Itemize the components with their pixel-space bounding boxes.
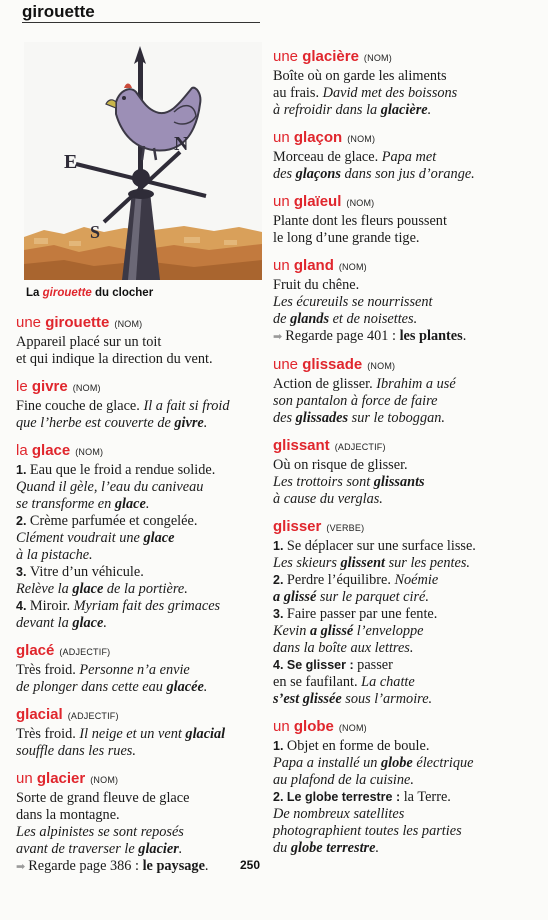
dictionary-entry	[16, 641, 262, 696]
definition-text: dans la montagne.	[16, 807, 120, 823]
dictionary-entry	[273, 192, 538, 247]
entry-grammar-tag: (NOM)	[347, 134, 376, 144]
sense-number: 2.	[273, 573, 287, 587]
definition-line	[273, 474, 538, 491]
dictionary-entry	[16, 441, 262, 632]
entry-headword-line	[16, 705, 262, 726]
caption-highlight: girouette	[42, 287, 92, 299]
definition-text: Vitre d’un véhicule.	[29, 564, 144, 580]
entry-grammar-tag: (NOM)	[114, 319, 143, 329]
example-text: Papa a installé un	[273, 755, 382, 771]
compass-letter: N	[174, 133, 189, 155]
sense-number: 1.	[16, 463, 30, 477]
caption-prefix: La	[26, 287, 40, 299]
right-column	[273, 47, 538, 866]
entry-grammar-tag: (NOM)	[363, 53, 392, 63]
definition-line	[273, 230, 538, 247]
dictionary-entry	[273, 128, 538, 183]
example-keyword: glace	[143, 530, 175, 546]
entry-headword-line	[273, 717, 538, 738]
definition-line	[16, 496, 262, 513]
example-keyword: glacée	[166, 679, 204, 695]
illustration-caption	[26, 287, 153, 299]
entry-grammar-tag: (NOM)	[338, 262, 367, 272]
definition-line	[273, 555, 538, 572]
dictionary-entry	[16, 705, 262, 760]
example-text: de la portière.	[103, 581, 188, 597]
definition-line	[273, 538, 538, 555]
cross-reference-arrow-icon: ➡	[16, 861, 26, 873]
example-keyword: a glissé	[273, 589, 317, 605]
example-text: .	[203, 679, 208, 695]
example-text: au plafond de la cuisine.	[273, 772, 414, 788]
definition-line	[273, 311, 538, 328]
example-keyword: glissades	[295, 410, 349, 426]
definition-text: en se faufilant.	[273, 674, 362, 690]
example-keyword: globe	[381, 755, 413, 771]
definition-line	[16, 679, 262, 696]
dictionary-entry	[273, 355, 538, 427]
definition-line	[273, 491, 538, 508]
entry-grammar-tag: (ADJECTIF)	[59, 647, 111, 657]
cross-reference-topic: les plantes	[399, 328, 463, 344]
example-text: sous l’armoire.	[341, 691, 433, 707]
example-text: Ibrahim a usé	[376, 376, 456, 392]
definition-line	[273, 68, 538, 85]
entry-article: un	[16, 770, 33, 787]
definition-line	[273, 806, 538, 823]
example-text: Les écureuils se nourrissent	[273, 294, 433, 310]
definition-line	[273, 674, 538, 691]
example-text: La chatte	[361, 674, 415, 690]
entry-headword-line	[16, 377, 262, 398]
example-text: Kevin	[273, 623, 310, 639]
entry-headword: globe	[293, 718, 334, 735]
example-keyword: glace	[114, 496, 146, 512]
example-text: de	[273, 311, 291, 327]
definition-line	[273, 623, 538, 640]
entry-headword: glacial	[16, 706, 63, 723]
definition-line	[273, 294, 538, 311]
sub-headword: Le globe terrestre :	[286, 790, 401, 804]
definition-text: Objet en forme de boule.	[286, 738, 430, 754]
entry-grammar-tag: (NOM)	[338, 723, 367, 733]
sense-number: 1.	[273, 539, 287, 553]
entry-grammar-tag: (ADJECTIF)	[334, 442, 386, 452]
definition-line	[16, 462, 262, 479]
example-text: Les skieurs	[273, 555, 341, 571]
definition-text: Très froid.	[16, 726, 80, 742]
definition-line	[16, 790, 262, 807]
entry-headword: glace	[31, 442, 71, 459]
definition-line	[273, 691, 538, 708]
example-keyword: glace	[72, 615, 104, 631]
example-text: Noémie	[394, 572, 439, 588]
example-text: souffle dans les rues.	[16, 743, 136, 759]
entry-grammar-tag: (NOM)	[346, 198, 375, 208]
entry-headword: girouette	[45, 314, 110, 331]
definition-line	[16, 398, 262, 415]
entry-headword-line	[273, 47, 538, 68]
entry-grammar-tag: (VERBE)	[326, 523, 365, 533]
entry-headword-line	[273, 517, 538, 538]
entry-article: un	[273, 129, 290, 146]
sense-number: 3.	[16, 565, 30, 579]
entry-article: un	[273, 718, 290, 735]
dictionary-entry	[16, 769, 262, 876]
entry-headword-line	[273, 192, 538, 213]
dictionary-entry	[273, 717, 538, 857]
dictionary-entry	[273, 517, 538, 708]
example-text: que l’herbe est couverte de	[16, 415, 175, 431]
example-text: de plonger dans cette eau	[16, 679, 167, 695]
example-text: Myriam fait des grimaces	[73, 598, 221, 614]
definition-line	[16, 743, 262, 760]
entry-headword: glacier	[36, 770, 86, 787]
definition-text: au frais.	[273, 85, 323, 101]
entry-article: la	[16, 442, 28, 459]
definition-text: le long d’une grande tige.	[273, 230, 420, 246]
example-text: l’enveloppe	[353, 623, 424, 639]
definition-line	[273, 606, 538, 623]
entry-headword: givre	[31, 378, 68, 395]
dictionary-entry	[273, 436, 538, 508]
example-text: sur les pentes.	[385, 555, 470, 571]
definition-line	[273, 840, 538, 857]
definition-line	[273, 823, 538, 840]
definition-line	[16, 824, 262, 841]
definition-line	[273, 328, 538, 346]
entry-headword-line	[16, 641, 262, 662]
definition-text: Fine couche de glace.	[16, 398, 144, 414]
entry-headword-line	[273, 436, 538, 457]
definition-line	[16, 615, 262, 632]
entry-article: une	[273, 48, 299, 65]
definition-line	[16, 581, 262, 598]
definition-line	[273, 738, 538, 755]
sense-number: 2.	[273, 790, 287, 804]
cross-reference-topic: le paysage	[142, 858, 205, 874]
entry-grammar-tag: (ADJECTIF)	[67, 711, 119, 721]
definition-line	[273, 640, 538, 657]
running-head-rule	[22, 22, 260, 23]
definition-text: Miroir.	[29, 598, 74, 614]
entry-grammar-tag: (NOM)	[90, 775, 119, 785]
definition-text: Faire passer par une fente.	[286, 606, 438, 622]
page-number: 250	[240, 858, 261, 872]
example-text: sur le toboggan.	[348, 410, 445, 426]
example-text: Papa met	[381, 149, 437, 165]
definition-line	[16, 598, 262, 615]
example-keyword: givre	[174, 415, 204, 431]
example-text: .	[103, 615, 107, 631]
definition-line	[273, 166, 538, 183]
example-text: .	[145, 496, 150, 512]
example-text: à cause du verglas.	[273, 491, 383, 507]
definition-line	[16, 479, 262, 496]
definition-line	[273, 572, 538, 589]
example-text: David met des boissons	[322, 85, 458, 101]
example-text: des	[273, 166, 296, 182]
example-text: à refroidir dans la	[273, 102, 381, 118]
example-text: à la pistache.	[16, 547, 93, 563]
example-text: dans la boîte aux lettres.	[273, 640, 414, 656]
definition-line	[273, 755, 538, 772]
definition-line	[16, 415, 262, 432]
definition-text: Se déplacer sur une surface lisse.	[286, 538, 476, 554]
compass-letter: E	[64, 151, 78, 173]
sub-headword: Se glisser :	[286, 658, 354, 672]
definition-line	[273, 457, 538, 474]
definition-line	[16, 726, 262, 743]
definition-text: Crème parfumée et congelée.	[29, 513, 198, 529]
entry-article: un	[273, 257, 290, 274]
definition-line	[273, 213, 538, 230]
definition-line	[273, 410, 538, 427]
example-keyword: globe terrestre	[290, 840, 376, 856]
weathervane-drawing	[24, 42, 262, 280]
entry-headword: glaçon	[293, 129, 343, 146]
example-text: Les trottoirs sont	[273, 474, 374, 490]
definition-line	[16, 530, 262, 547]
entry-headword: glissade	[302, 356, 363, 373]
dictionary-entry	[273, 47, 538, 119]
entry-article: une	[273, 356, 299, 373]
caption-suffix: du clocher	[95, 287, 154, 299]
sense-number: 3.	[273, 607, 287, 621]
example-text: son pantalon à force de faire	[273, 393, 438, 409]
entry-headword: glacé	[16, 642, 55, 659]
definition-line	[273, 657, 538, 674]
definition-text: Action de glisser.	[273, 376, 377, 392]
example-text: Il a fait si froid	[143, 398, 230, 414]
example-keyword: glacial	[185, 726, 226, 742]
definition-text: Perdre l’équilibre.	[286, 572, 395, 588]
example-text: .	[178, 841, 183, 857]
definition-line	[16, 858, 262, 876]
definition-line	[16, 334, 262, 351]
entry-headword-line	[273, 256, 538, 277]
left-column	[16, 313, 262, 885]
definition-text: Où on risque de glisser.	[273, 457, 408, 473]
example-text: .	[375, 840, 380, 856]
definition-line	[273, 772, 538, 789]
definition-text: Regarde page 401 :	[285, 328, 400, 344]
running-head-word: girouette	[22, 2, 95, 21]
example-text: sur le parquet ciré.	[316, 589, 429, 605]
cross-reference-arrow-icon: ➡	[273, 331, 283, 343]
definition-line	[16, 547, 262, 564]
definition-text: Morceau de glace.	[273, 149, 382, 165]
example-keyword: glissent	[340, 555, 386, 571]
example-text: du	[273, 840, 291, 856]
definition-line	[16, 564, 262, 581]
entry-headword: glissant	[273, 437, 330, 454]
example-text: Relève la	[16, 581, 73, 597]
entry-headword: glisser	[273, 518, 322, 535]
definition-text: passer	[353, 657, 393, 673]
definition-line	[273, 789, 538, 806]
definition-text: .	[204, 858, 209, 874]
definition-text: Boîte où on garde les aliments	[273, 68, 447, 84]
entry-article: une	[16, 314, 42, 331]
example-text: De nombreux satellites	[273, 806, 405, 822]
definition-line	[16, 662, 262, 679]
entry-headword-line	[16, 313, 262, 334]
definition-text: et qui indique la direction du vent.	[16, 351, 213, 367]
definition-line	[273, 149, 538, 166]
sense-number: 4.	[16, 599, 30, 613]
sense-number: 1.	[273, 739, 287, 753]
example-keyword: glacier	[138, 841, 179, 857]
example-text: se transforme en	[16, 496, 115, 512]
definition-text: .	[462, 328, 467, 344]
compass-letter: S	[90, 222, 101, 242]
weathervane-illustration	[24, 42, 262, 280]
definition-text: Appareil placé sur un toit	[16, 334, 162, 350]
definition-line	[273, 277, 538, 294]
sense-number: 4.	[273, 658, 287, 672]
definition-text: Très froid.	[16, 662, 80, 678]
example-text: Personne n’a envie	[79, 662, 190, 678]
definition-text: la Terre.	[400, 789, 451, 805]
example-keyword: glacière	[380, 102, 428, 118]
dictionary-entry	[273, 256, 538, 346]
example-text: avant de traverser le	[16, 841, 139, 857]
entry-headword-line	[16, 769, 262, 790]
example-text: dans son jus d’orange.	[340, 166, 475, 182]
entry-article: le	[16, 378, 28, 395]
example-text: Quand il gèle, l’eau du caniveau	[16, 479, 204, 495]
definition-line	[16, 841, 262, 858]
example-keyword: glands	[290, 311, 330, 327]
entry-headword: glacière	[302, 48, 359, 65]
entry-headword: gland	[293, 257, 334, 274]
entry-headword: glaïeul	[293, 193, 342, 210]
entry-grammar-tag: (NOM)	[367, 361, 396, 371]
entry-article: un	[273, 193, 290, 210]
definition-line	[16, 513, 262, 530]
entry-grammar-tag: (NOM)	[75, 447, 104, 457]
entry-grammar-tag: (NOM)	[72, 383, 101, 393]
example-keyword: glissants	[373, 474, 425, 490]
definition-line	[273, 393, 538, 410]
example-text: Les alpinistes se sont reposés	[16, 824, 184, 840]
example-text: Il neige et un vent	[79, 726, 186, 742]
definition-text: Plante dont les fleurs poussent	[273, 213, 447, 229]
entry-headword-line	[16, 441, 262, 462]
example-text: devant la	[16, 615, 73, 631]
definition-line	[273, 102, 538, 119]
definition-line	[16, 807, 262, 824]
example-text: et de noisettes.	[329, 311, 418, 327]
dictionary-entry	[16, 313, 262, 368]
example-text: électrique	[412, 755, 474, 771]
definition-line	[16, 351, 262, 368]
example-keyword: s’est glissée	[273, 691, 342, 707]
entry-headword-line	[273, 128, 538, 149]
example-keyword: a glissé	[309, 623, 354, 639]
example-keyword: glaçons	[295, 166, 341, 182]
entry-headword-line	[273, 355, 538, 376]
definition-text: Sorte de grand fleuve de glace	[16, 790, 190, 806]
definition-line	[273, 376, 538, 393]
example-text: des	[273, 410, 296, 426]
definition-line	[273, 85, 538, 102]
definition-text: Regarde page 386 :	[28, 858, 143, 874]
example-keyword: glace	[72, 581, 104, 597]
example-text: .	[203, 415, 208, 431]
definition-line	[273, 589, 538, 606]
dictionary-entry	[16, 377, 262, 432]
sense-number: 2.	[16, 514, 30, 528]
example-text: photographient toutes les parties	[273, 823, 462, 839]
example-text: Clément voudrait une	[16, 530, 144, 546]
definition-text: Eau que le froid a rendue solide.	[29, 462, 216, 478]
example-text: .	[427, 102, 432, 118]
definition-text: Fruit du chêne.	[273, 277, 360, 293]
